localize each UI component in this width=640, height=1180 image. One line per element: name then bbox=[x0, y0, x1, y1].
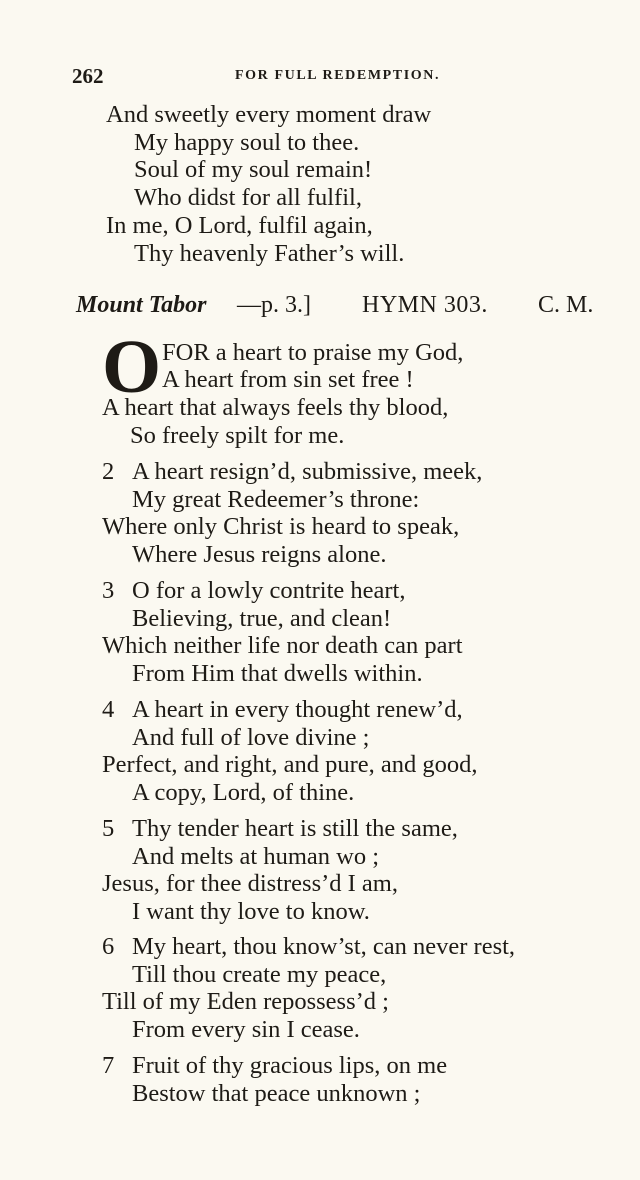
verse-line: Till of my Eden repossess’d ; bbox=[102, 988, 389, 1015]
verse-line: Who didst for all fulfil, bbox=[134, 184, 362, 211]
verse-line: I want thy love to know. bbox=[132, 898, 370, 925]
verse-line: Thy tender heart is still the same, bbox=[132, 815, 458, 842]
verse-line: Perfect, and right, and pure, and good, bbox=[102, 751, 478, 778]
verse-line: And full of love divine ; bbox=[132, 724, 370, 751]
verse-line: So freely spilt for me. bbox=[130, 422, 345, 449]
verse-line: A heart that always feels thy blood, bbox=[102, 394, 449, 421]
verse-line: From every sin I cease. bbox=[132, 1016, 360, 1043]
verse-line: Believing, true, and clean! bbox=[132, 605, 392, 632]
verse-line: Fruit of thy gracious lips, on me bbox=[132, 1052, 448, 1079]
verse-line: O for a lowly contrite heart, bbox=[132, 577, 406, 604]
hymn-number: HYMN 303. bbox=[362, 292, 488, 318]
stanza-number: 4 bbox=[102, 696, 115, 723]
verse-line: Soul of my soul remain! bbox=[134, 156, 373, 183]
hymn-meter: C. M. bbox=[538, 292, 594, 318]
verse-line: Where only Christ is heard to speak, bbox=[102, 513, 460, 540]
tune-reference: —p. 3.] bbox=[237, 292, 311, 318]
stanza-number: 2 bbox=[102, 458, 115, 485]
verse-line: Which neither life nor death can part bbox=[102, 632, 463, 659]
verse-line: A heart resign’d, submissive, meek, bbox=[132, 458, 483, 485]
verse-line: A heart from sin set free ! bbox=[162, 366, 414, 393]
hymn-heading bbox=[76, 292, 606, 324]
page-header bbox=[72, 64, 592, 90]
verse-line: FOR a heart to praise my God, bbox=[162, 339, 464, 366]
verse-line: From Him that dwells within. bbox=[132, 660, 423, 687]
verse-line: In me, O Lord, fulfil again, bbox=[106, 212, 373, 239]
verse-line: And melts at human wo ; bbox=[132, 843, 380, 870]
page-number: 262 bbox=[72, 64, 104, 88]
verse-line: Till thou create my peace, bbox=[132, 961, 387, 988]
stanza-number: 3 bbox=[102, 577, 115, 604]
running-title: FOR FULL REDEMPTION. bbox=[235, 68, 441, 83]
stanza-number: 5 bbox=[102, 815, 115, 842]
stanza-number: 7 bbox=[102, 1052, 115, 1079]
verse-line: Thy heavenly Father’s will. bbox=[134, 240, 405, 267]
stanza-number: 6 bbox=[102, 933, 115, 960]
verse-line: A heart in every thought renew’d, bbox=[132, 696, 463, 723]
tune-name: Mount Tabor bbox=[76, 292, 207, 318]
verse-line: A copy, Lord, of thine. bbox=[132, 779, 355, 806]
verse-line: My heart, thou know’st, can never rest, bbox=[132, 933, 516, 960]
verse-line: My happy soul to thee. bbox=[134, 129, 360, 156]
verse-line: Where Jesus reigns alone. bbox=[132, 541, 387, 568]
verse-line: Jesus, for thee distress’d I am, bbox=[102, 870, 398, 897]
verse-line: My great Redeemer’s throne: bbox=[132, 486, 420, 513]
drop-cap: O bbox=[102, 325, 162, 409]
verse-line: Bestow that peace unknown ; bbox=[132, 1080, 421, 1107]
verse-line: And sweetly every moment draw bbox=[106, 101, 432, 128]
